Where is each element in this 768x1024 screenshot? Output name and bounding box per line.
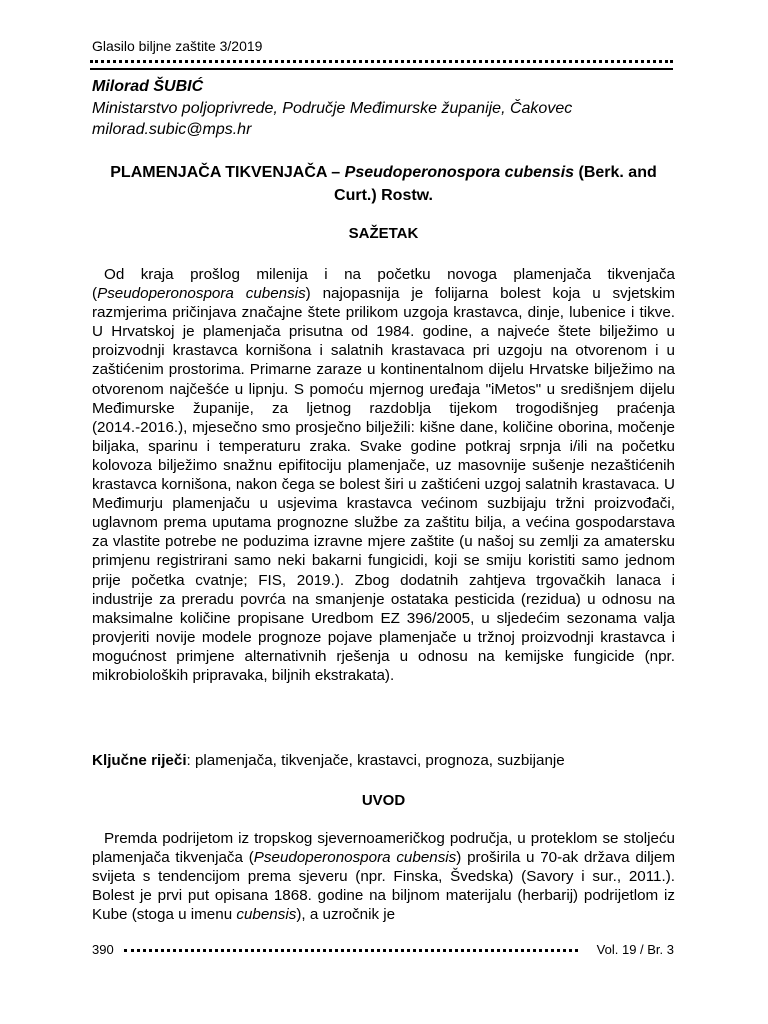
abstract-paragraph: [92, 265, 675, 685]
intro-body: [92, 829, 675, 924]
title-species: Pseudoperonospora cubensis: [344, 164, 575, 181]
page-number: 390: [92, 942, 114, 957]
header-dotted-rule: [90, 60, 673, 63]
intro-text-b: ) proširila u 70-ak država diljem svijeta s tendencijom prema sjeveru (npr. Finska, Švedska) (Savory i sur., 2011.). Bolest je prvi put opisana 1868. godine na biljnom materijalu (herbarij) podrijetlom iz Kube (stoga u imenu: [92, 849, 675, 924]
intro-heading: UVOD: [361, 792, 406, 809]
intro-text-c: ), a uzročnik je: [296, 906, 396, 924]
intro-species: Pseudoperonospora cubensis: [253, 849, 457, 867]
intro-cubensis: cubensis: [236, 906, 297, 924]
abstract-text-a: Od kraja prošlog milenija i na početku novoga plamenjača tikvenjača (: [92, 266, 675, 303]
title-part1: PLAMENJAČA TIKVENJAČA –: [110, 164, 345, 181]
abstract-heading: SAŽETAK: [348, 225, 419, 242]
keywords-label: Ključne riječi: [92, 752, 187, 769]
volume-issue: Vol. 19 / Br. 3: [596, 942, 674, 957]
author-email: milorad.subic@mps.hr: [92, 121, 252, 138]
header-solid-rule: [90, 68, 673, 70]
journal-header: Glasilo biljne zaštite 3/2019: [92, 38, 263, 54]
intro-paragraph: [92, 829, 675, 924]
article-title: [92, 161, 675, 207]
keywords-list: : plamenjača, tikvenjače, krastavci, prognoza, suzbijanje: [186, 752, 565, 769]
abstract-body: [92, 265, 675, 685]
author-affiliation: Ministarstvo poljoprivrede, Područje Međimurske županije, Čakovec: [92, 100, 573, 117]
abstract-text-b: ) najopasnija je folijarna bolest koja u svjetskim razmjerima pričinjava značajne štete prilikom uzgoja krastavca, dinje, lubenice i tikve. U Hrvatskoj je plamenjača prisutna od 1984. godine, a najveće štete bilježimo u proizvodnji krastavca kornišona i salatnih krastavaca pri uzgoju na otvorenom i u zaštićenim prostorima. Primarne zaraze u kontinentalnom dijelu Hrvatske bilježimo na otvorenom najčešće u lipnju. S pomoću mjernog uređaja "iMetos" u središnjem dijelu Međimurske županije, za ljetnog razdoblja tijekom trogodišnjeg praćenja (2014.-2016.), mjesečno smo prosječno bilježili: kišne dane, količine oborina, močenje biljaka, sparinu i temperaturu zraka. Svake godine potkraj srpnja i/ili na početku kolovoza bilježimo snažnu epifitociju plamenjače, uz masovnije sušenje nezaštićenih krastavca kornišona, nakon čega se bolest širi u zaštićeni uzgoj salatnih krastavaca. U Međimurju plamenjaču u usjevima krastavca većinom suzbijaju tržni proizvođači, uglavnom prema uputama prognozne službe za zaštitu bilja, a većina gospodarstava za vlastite potrebe ne poduzima izravne mjere zaštite (u našoj su zemlji za amatersku primjenu registrirani samo neki bakarni fungicidi, koji se smiju koristiti samo jednom prije početka cvatnje; FIS, 2019.). Zbog dodatnih zahtjeva trgovačkih lanaca i industrije za preradu povrća na smanjenje ostataka pesticida (rezidua) u odnosu na maksimalne količine propisane Uredbom EZ 396/2005, u sljedećim sezonama valja provjeriti novije modele prognoze pojave plamenjače u tržnoj proizvodnji krastavca i mogućnost primjene alternativnih rješenja u odnosu na kemijske fungicide (npr. mikrobioloških pripravaka, biljnih ekstrakata).: [92, 285, 675, 684]
abstract-species: Pseudoperonospora cubensis: [97, 285, 306, 303]
keywords: [92, 751, 675, 770]
footer-dotted-rule: [124, 949, 578, 952]
title-part2: (Berk. and Curt.) Rostw.: [334, 164, 657, 204]
author-name: Milorad ŠUBIĆ: [92, 78, 204, 95]
intro-text-a: Premda podrijetom iz tropskog sjevernoameričkog područja, u proteklom se stoljeću plamenjača tikvenjača (: [92, 830, 675, 867]
